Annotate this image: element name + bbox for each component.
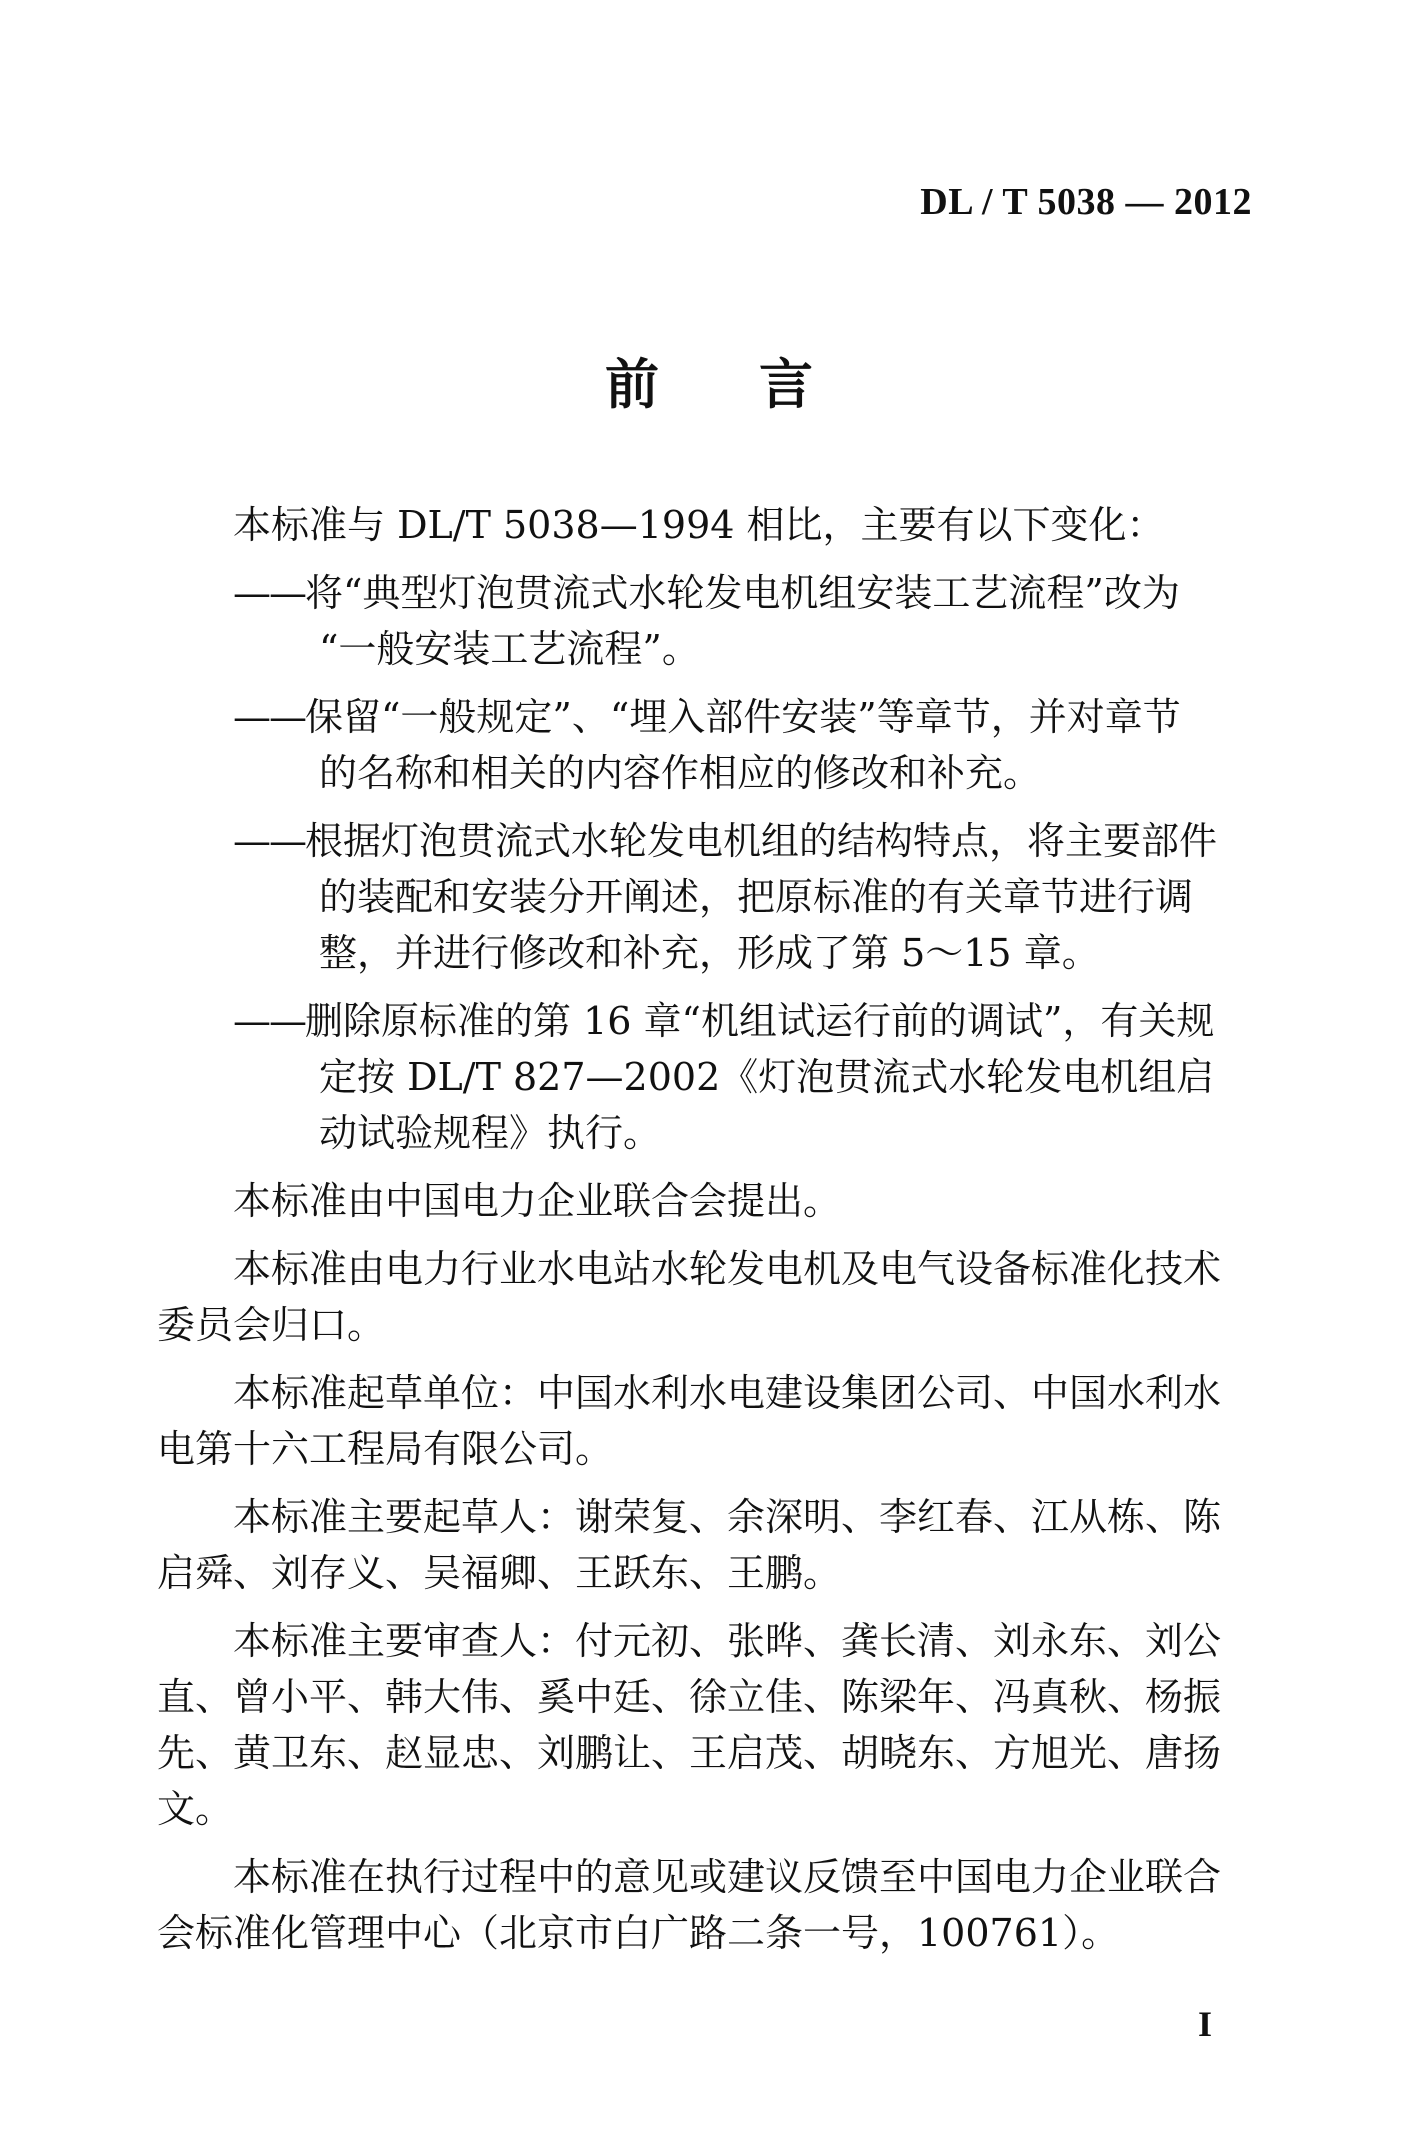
dash-marker: —— bbox=[233, 999, 305, 1043]
intro-paragraph: 本标准与 DL/T 5038—1994 相比，主要有以下变化： bbox=[233, 503, 1165, 547]
feedback-paragraph: 本标准在执行过程中的意见或建议反馈至中国电力企业联合会标准化管理中心（北京市白广路二条一号，100761）。 bbox=[157, 1855, 1222, 1955]
dash-marker: —— bbox=[233, 695, 305, 739]
dash-marker: —— bbox=[233, 819, 305, 863]
change-item bbox=[157, 813, 1249, 981]
change-text-first-line: 保留“一般规定”、“埋入部件安装”等章节，并对章节 bbox=[305, 695, 1181, 739]
change-item bbox=[157, 689, 1249, 801]
administrator-paragraph: 本标准由电力行业水电站水轮发电机及电气设备标准化技术委员会归口。 bbox=[157, 1247, 1222, 1347]
page-title: 前言 bbox=[605, 353, 913, 416]
page-number: I bbox=[1198, 2004, 1213, 2044]
change-text-continuation: 定按 DL/T 827—2002《灯泡贯流式水轮发电机组启动试验规程》执行。 bbox=[319, 1055, 1215, 1155]
drafting-units-paragraph: 本标准起草单位：中国水利水电建设集团公司、中国水利水电第十六工程局有限公司。 bbox=[157, 1371, 1222, 1471]
change-text-first-line: 将“典型灯泡贯流式水轮发电机组安装工艺流程”改为 bbox=[305, 571, 1180, 615]
reviewers-paragraph: 本标准主要审查人：付元初、张晔、龚长清、刘永东、刘公直、曾小平、韩大伟、奚中廷、徐立佳、陈梁年、冯真秋、杨振先、黄卫东、赵显忠、刘鹏让、王启茂、胡晓东、方旭光、唐扬文。 bbox=[157, 1619, 1222, 1831]
dash-marker: —— bbox=[233, 571, 305, 615]
drafters-paragraph: 本标准主要起草人：谢荣复、余深明、李红春、江从栋、陈启舜、刘存义、吴福卿、王跃东、王鹏。 bbox=[157, 1495, 1222, 1595]
change-item bbox=[157, 993, 1249, 1161]
change-text-continuation: “一般安装工艺流程”。 bbox=[319, 627, 700, 671]
proposer-paragraph: 本标准由中国电力企业联合会提出。 bbox=[233, 1179, 842, 1223]
change-item bbox=[157, 565, 1249, 677]
change-text-continuation: 的名称和相关的内容作相应的修改和补充。 bbox=[319, 751, 1042, 795]
standard-code-header: DL / T 5038 — 2012 bbox=[920, 181, 1252, 223]
change-text-first-line: 删除原标准的第 16 章“机组试运行前的调试”，有关规 bbox=[305, 999, 1215, 1043]
foreword-body bbox=[157, 497, 1249, 1961]
change-text-continuation: 的装配和安装分开阐述，把原标准的有关章节进行调整，并进行修改和补充，形成了第 5～15 章。 bbox=[319, 875, 1194, 975]
change-text-first-line: 根据灯泡贯流式水轮发电机组的结构特点，将主要部件 bbox=[305, 819, 1218, 863]
